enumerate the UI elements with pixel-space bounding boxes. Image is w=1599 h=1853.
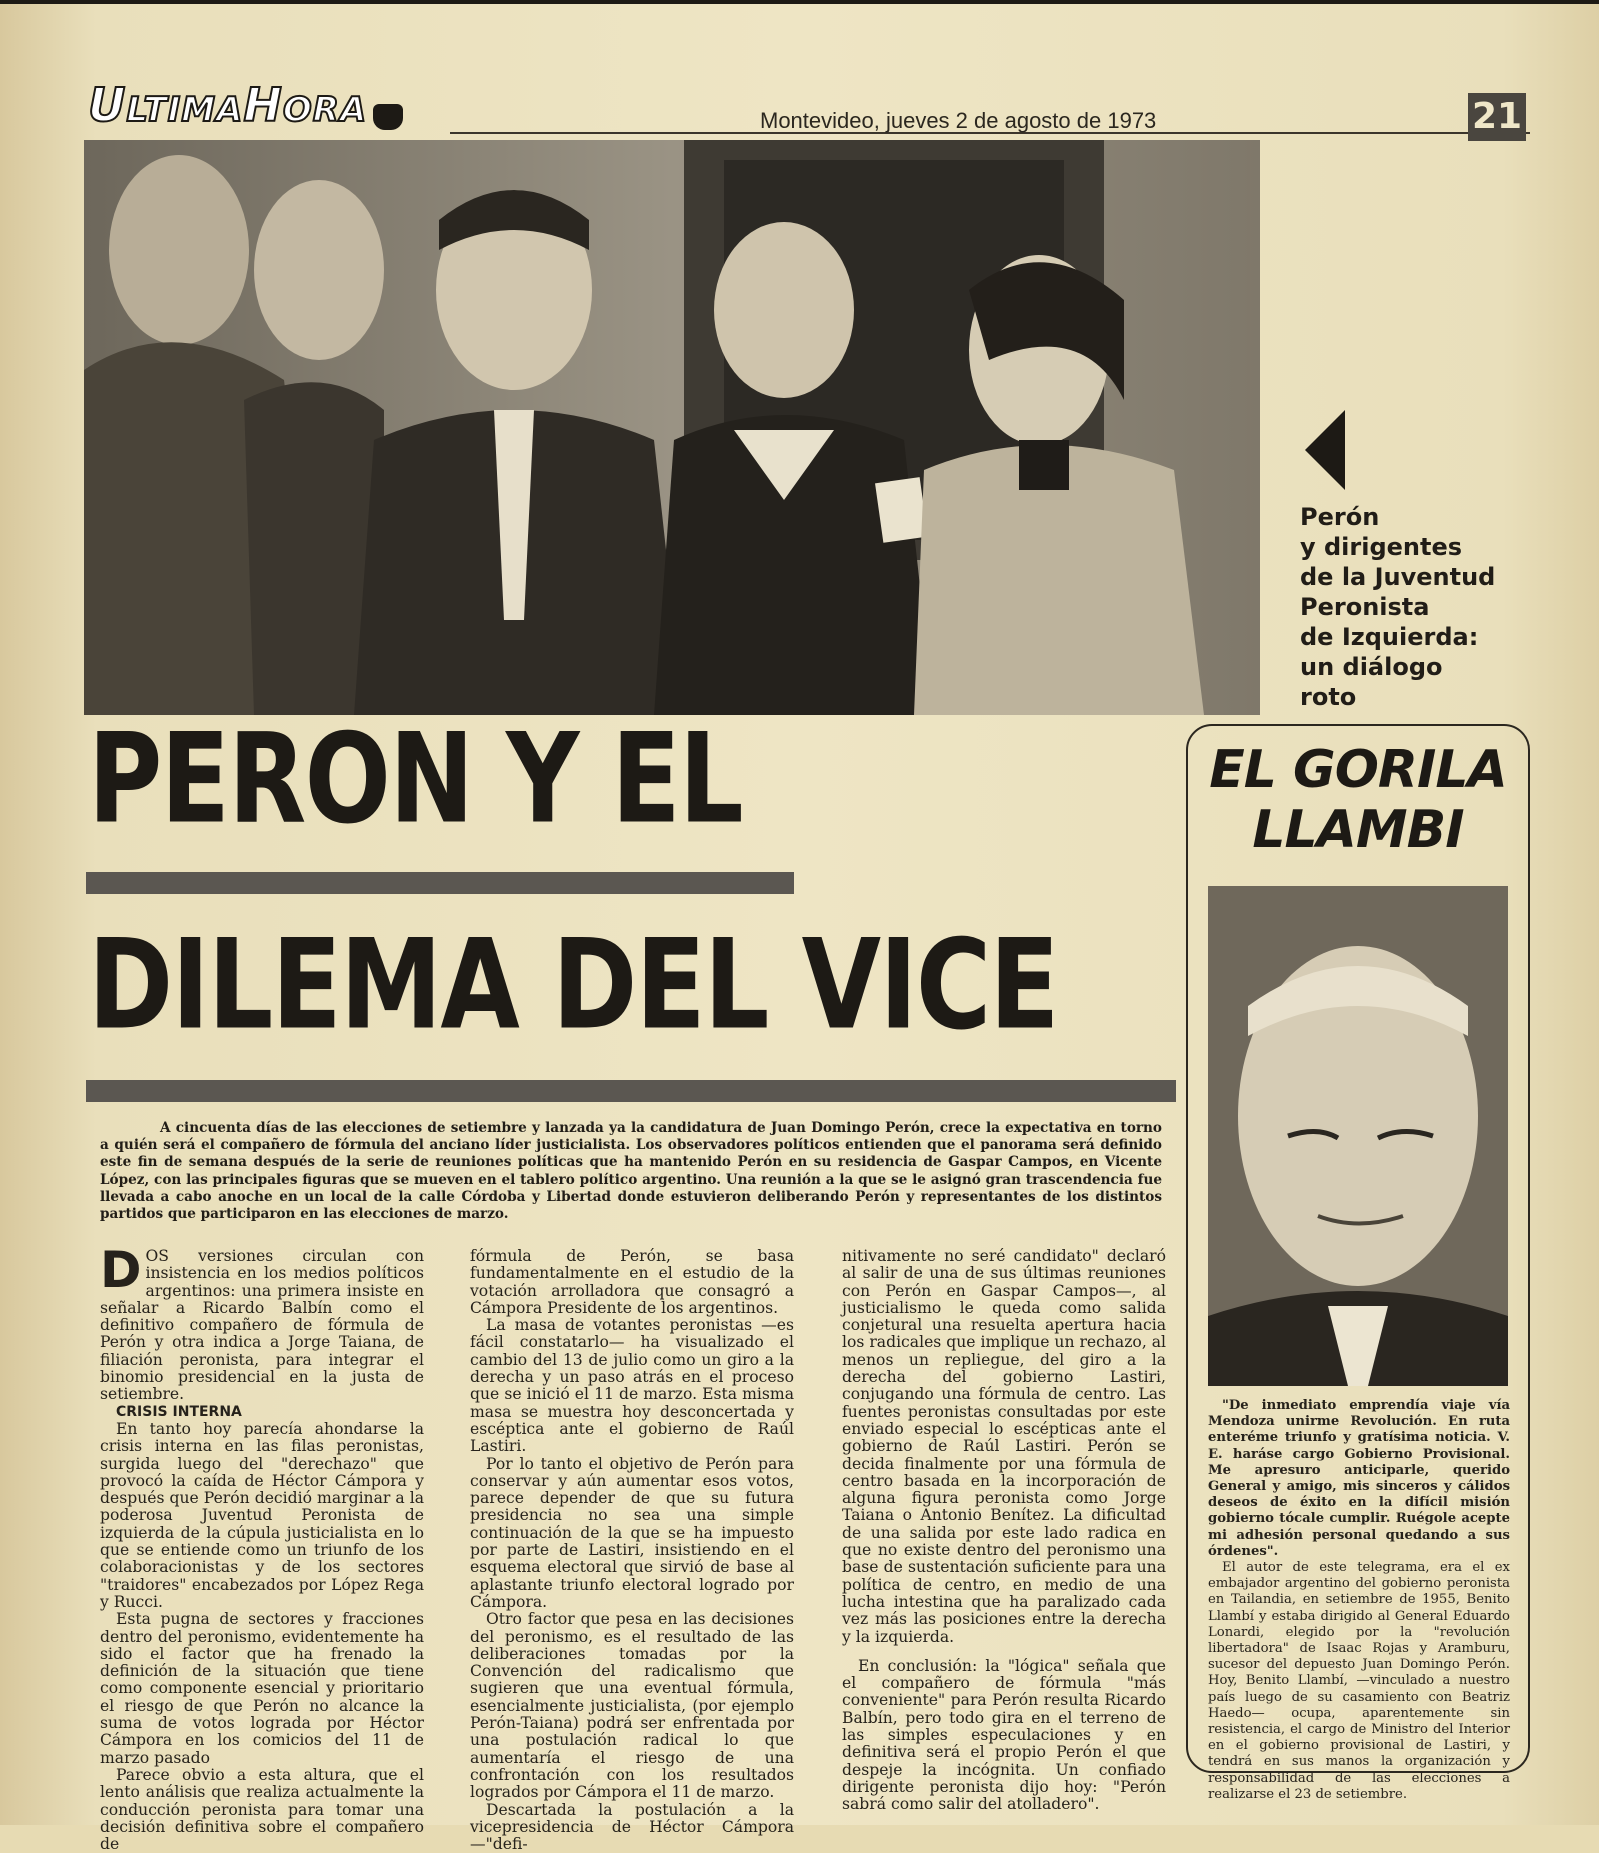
article-paragraph: DOS versiones circulan con insistencia en los medios políticos argentinos: una primera insiste en señalar a Ricardo Balbín como el definitivo compañero de fórmula de Perón y otra indica a Jorge Taiana, de filiación peronista, para integrar el binomio presidencial en la justa de setiembre. (100, 1248, 424, 1404)
masthead-logo (88, 80, 508, 130)
article-paragraph: nitivamente no seré candidato" declaró al salir de una de sus últimas reuniones con Perón en Gaspar Campos—, al justicialismo le queda como salida conjetural una resuelta apertura hacia los radicales que implique un rechazo, al menos un repliegue, del giro a la derecha del gobierno Lastiri, conjugando una fórmula de centro. Las fuentes peronistas consultadas por este enviado especial lo escépticas ante el gobierno de Raúl Lastiri. Perón se decida finalmente por una fórmula de centro basada en la incorporación de alguna figura peronista como Jorge Taiana o Antonio Benítez. La dificultad de una salida por este lado radica en que no existe dentro del peronismo una base de sustentación suficiente para una política de centro, en medio de una lucha intestina que ha paralizado cada vez más las posiciones entre la derecha y la izquierda. (842, 1248, 1166, 1646)
sidebar-title-line: EL GORILA (1188, 740, 1528, 800)
article-paragraph: Descartada la postulación a la vicepresidencia de Héctor Cámpora —"defi- (470, 1802, 794, 1853)
article-paragraph: Por lo tanto el objetivo de Perón para conservar y aún aumentar esos votos, parece depender de que su futura presidencia no sea una simple continuación de la que se ha impuesto por parte de Lastiri, insistiendo en el esquema electoral que sirvió de base al aplastante triunfo electoral logrado por Cámpora. (470, 1456, 794, 1612)
group-photo-illustration (84, 140, 1260, 715)
headline-rule (86, 872, 794, 894)
article-paragraph: La masa de votantes peronistas —es fácil constatarlo— ha visualizado el cambio del 13 de julio como un giro a la derecha y un paso atrás en el proceso que se inició el 11 de marzo. Esta misma masa se muestra hoy desconcertada y escéptica ante el gobierno de Raúl Lastiri. (470, 1317, 794, 1455)
headline-line-2: DILEMA DEL VICE (88, 912, 1058, 1057)
main-photo (84, 140, 1260, 715)
horse-emblem-icon (373, 104, 403, 130)
caption-line: Perón (1300, 502, 1520, 532)
article-paragraph: En tanto hoy parecía ahondarse la crisis interna en las filas peronistas, surgida luego del "derechazo" que provocó la caída de Héctor Cámpora y después que Perón decidió marginar a la poderosa Juventud Peronista de izquierda de la cúpula justicialista en lo que se entiende como un triunfo de los colaboracionistas y de los sectores "traidores" encabezados por López Rega y Rucci. (100, 1421, 424, 1611)
page-number: 21 (1468, 93, 1526, 141)
caption-line: un diálogo (1300, 652, 1520, 682)
sidebar-box (1186, 724, 1530, 1773)
section-subhead: CRISIS INTERNA (100, 1404, 424, 1421)
portrait-illustration (1208, 886, 1508, 1386)
caption-line: roto (1300, 682, 1520, 712)
caption-line: de Izquierda: (1300, 622, 1520, 652)
article-paragraph: En conclusión: la "lógica" señala que el compañero de fórmula "más conveniente" para Perón resulta Ricardo Balbín, pero todo gira en el terreno de las simples especulaciones y en definitiva será el propio Perón el que despeje la incógnita. Un confiado dirigente peronista dijo hoy: "Perón sabrá como salir del atolladero". (842, 1658, 1166, 1814)
headline-line-1: PERON Y EL (88, 706, 742, 851)
article-column-1 (100, 1248, 424, 1853)
sidebar-title (1188, 740, 1528, 860)
telegram-quote: "De inmediato emprendía viaje vía Mendoza unirme Revolución. En ruta enteréme triunfo y gratísima noticia. V. E. haráse cargo Gobierno Provisional. Me apresuro anticiparle, querido General y amigo, mis sinceros y cálidos deseos de éxito en la difícil misión gobierno tócale cumplir. Ruégole acepte mi adhesión personal quedando a sus órdenes". (1208, 1398, 1510, 1560)
sidebar-paragraph: El autor de este telegrama, era el ex embajador argentino del gobierno peronista en Tailandia, en setiembre de 1955, Benito Llambí y estaba dirigido al General Eduardo Lonardi, elegido por la "revolución libertadora" de Isaac Rojas y Aramburu, sucesor del depuesto Juan Domingo Perón. Hoy, Benito Llambí, —vinculado a nuestro país luego de su casamiento con Beatriz Haedo— ocupa, aparentemente sin resistencia, el cargo de Ministro del Interior en el gobierno provisional de Lastiri, y tendrá en sus manos la organización y responsabilidad de las elecciones a realizarse el 23 de setiembre. (1208, 1560, 1510, 1803)
portrait-photo (1208, 886, 1508, 1386)
top-border (0, 0, 1599, 4)
article-paragraph: fórmula de Perón, se basa fundamentalmente en el estudio de la votación arrolladora que consagró a Cámpora Presidente de los argentinos. (470, 1248, 794, 1317)
caption-arrow-icon (1305, 410, 1345, 490)
sidebar-text (1208, 1398, 1510, 1803)
article-paragraph: Otro factor que pesa en las decisiones del peronismo, es el resultado de las deliberaciones tomadas por la Convención del radicalismo que sugieren que una eventual fórmula, esencialmente justicialista, (por ejemplo Perón-Taiana) podrá ser enfrentada por una postulación radical lo que aumentaría el riesgo de una confrontación con los resultados logrados por Cámpora el 11 de marzo. (470, 1611, 794, 1801)
logo-text: ULTIMAHORA (88, 90, 367, 130)
article-paragraph: Esta pugna de sectores y fracciones dentro del peronismo, evidentemente ha sido el factor que ha frenado la definición de la situación que tiene como componente esencial y prioritario el riesgo de que Perón no alcance la suma de votos lograda por Héctor Cámpora en los comicios del 11 de marzo pasado (100, 1611, 424, 1767)
article-paragraph: Parece obvio a esta altura, que el lento análisis que realiza actualmente la conducción peronista para tomar una decisión definitiva sobre el compañero de (100, 1767, 424, 1853)
lead-paragraph: A cincuenta días de las elecciones de setiembre y lanzada ya la candidatura de Juan Domingo Perón, crece la expectativa en torno a quién será el compañero de fórmula del anciano líder justicialista. Los observadores políticos entienden que el panorama será definido este fin de semana después de la serie de reuniones políticas que ha mantenido Perón en su residencia de Gaspar Campos, en Vicente López, con las principales figuras que se mueven en el tablero político argentino. Una reunión a la que se le asignó gran trascendencia fue llevada a cabo anoche en un local de la calle Córdoba y Libertad donde estuvieron deliberando Perón y representantes de los distintos partidos que participaron en las elecciones de marzo. (100, 1120, 1162, 1223)
photo-caption (1300, 502, 1520, 712)
caption-line: Peronista (1300, 592, 1520, 622)
sidebar-title-line: LLAMBI (1188, 800, 1528, 860)
drop-cap: D (100, 1250, 142, 1290)
issue-date: Montevideo, jueves 2 de agosto de 1973 (760, 108, 1156, 134)
headline-rule (86, 1080, 1176, 1102)
caption-line: y dirigentes (1300, 532, 1520, 562)
article-column-3 (842, 1248, 1166, 1814)
article-column-2 (470, 1248, 794, 1853)
caption-line: de la Juventud (1300, 562, 1520, 592)
